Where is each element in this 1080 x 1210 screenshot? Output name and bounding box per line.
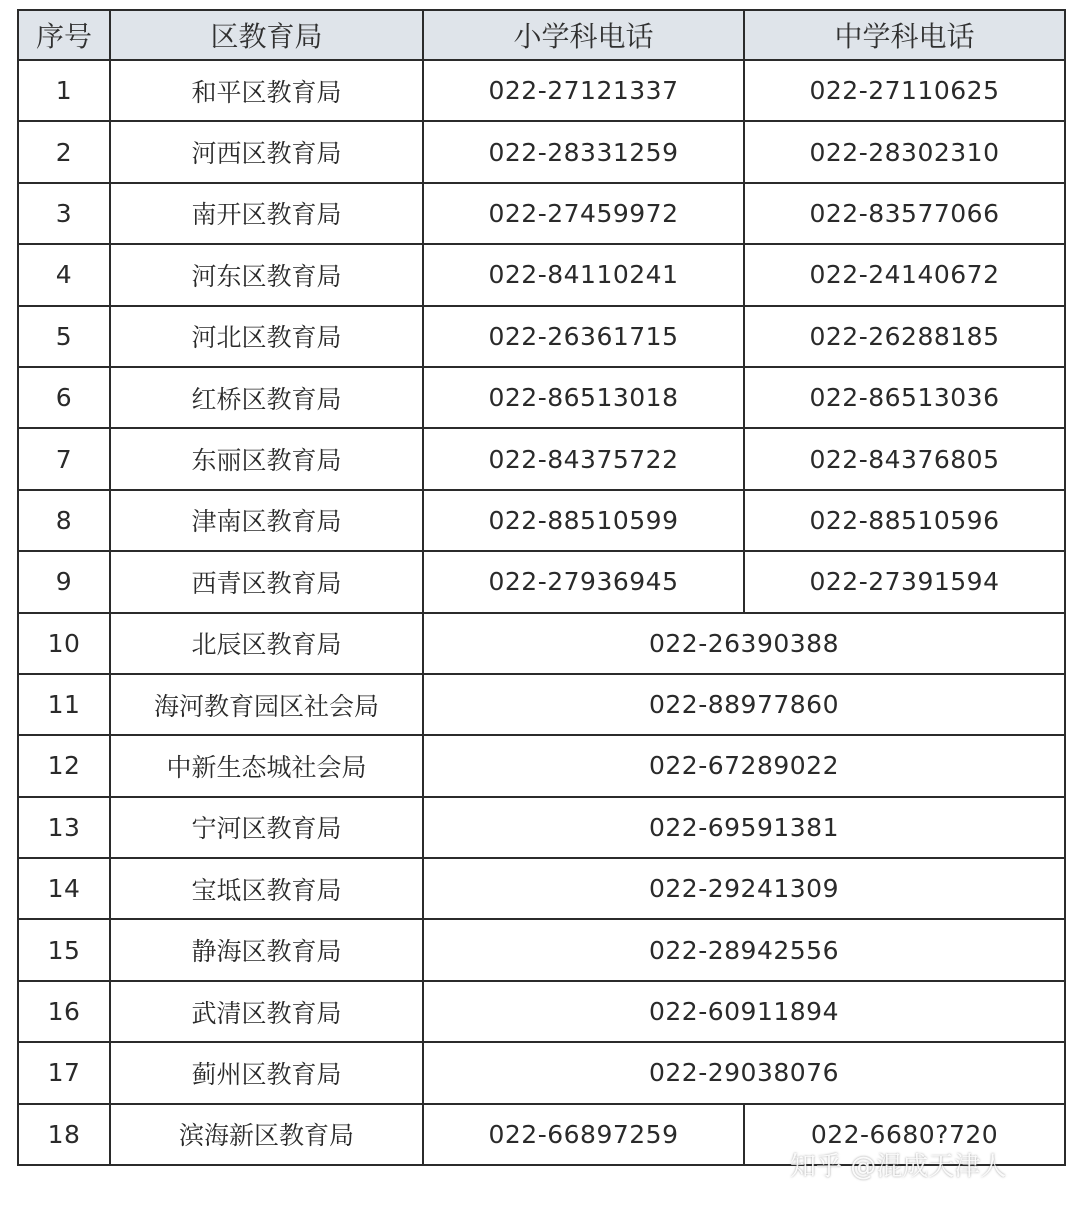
row-number: 17 [18,1042,110,1103]
middle-phone: 022-28302310 [744,121,1065,182]
bureau-name: 西青区教育局 [110,551,423,612]
bureau-name: 蓟州区教育局 [110,1042,423,1103]
row-number: 12 [18,735,110,796]
table-row [18,121,1065,182]
bureau-name: 武清区教育局 [110,981,423,1042]
shared-phone: 022-29241309 [423,858,1065,919]
table-row [18,244,1065,305]
row-number: 5 [18,306,110,367]
bureau-name: 中新生态城社会局 [110,735,423,796]
primary-phone: 022-27121337 [423,60,744,121]
shared-phone: 022-60911894 [423,981,1065,1042]
primary-phone: 022-27936945 [423,551,744,612]
header-no: 序号 [18,10,110,60]
primary-phone: 022-26361715 [423,306,744,367]
primary-phone: 022-66897259 [423,1104,744,1165]
table-row [18,735,1065,796]
table-row [18,1042,1065,1103]
row-number: 2 [18,121,110,182]
primary-phone: 022-84110241 [423,244,744,305]
middle-phone: 022-88510596 [744,490,1065,551]
row-number: 13 [18,797,110,858]
table-row [18,60,1065,121]
education-bureau-phone-table [17,9,1066,1166]
table-row [18,613,1065,674]
table-body [18,60,1065,1165]
row-number: 15 [18,919,110,980]
bureau-name: 东丽区教育局 [110,428,423,489]
bureau-name: 红桥区教育局 [110,367,423,428]
primary-phone: 022-84375722 [423,428,744,489]
header-row [18,10,1065,60]
row-number: 8 [18,490,110,551]
row-number: 6 [18,367,110,428]
middle-phone: 022-27391594 [744,551,1065,612]
bureau-name: 河西区教育局 [110,121,423,182]
middle-phone: 022-26288185 [744,306,1065,367]
row-number: 3 [18,183,110,244]
primary-phone: 022-28331259 [423,121,744,182]
primary-phone: 022-27459972 [423,183,744,244]
primary-phone: 022-88510599 [423,490,744,551]
row-number: 4 [18,244,110,305]
bureau-name: 津南区教育局 [110,490,423,551]
middle-phone: 022-84376805 [744,428,1065,489]
bureau-name: 河北区教育局 [110,306,423,367]
table-row [18,183,1065,244]
bureau-name: 海河教育园区社会局 [110,674,423,735]
header-bureau: 区教育局 [110,10,423,60]
bureau-name: 河东区教育局 [110,244,423,305]
primary-phone: 022-86513018 [423,367,744,428]
shared-phone: 022-69591381 [423,797,1065,858]
table-row [18,919,1065,980]
row-number: 7 [18,428,110,489]
table-row [18,367,1065,428]
middle-phone: 022-24140672 [744,244,1065,305]
header-primary-phone: 小学科电话 [423,10,744,60]
bureau-name: 静海区教育局 [110,919,423,980]
bureau-name: 宁河区教育局 [110,797,423,858]
row-number: 18 [18,1104,110,1165]
row-number: 9 [18,551,110,612]
shared-phone: 022-88977860 [423,674,1065,735]
shared-phone: 022-67289022 [423,735,1065,796]
bureau-name: 宝坻区教育局 [110,858,423,919]
table-row [18,981,1065,1042]
row-number: 1 [18,60,110,121]
table-row [18,797,1065,858]
row-number: 11 [18,674,110,735]
watermark: 知乎 @混成天津人 [790,1152,1007,1182]
shared-phone: 022-28942556 [423,919,1065,980]
row-number: 10 [18,613,110,674]
middle-phone: 022-6680?720 [744,1104,1065,1165]
shared-phone: 022-29038076 [423,1042,1065,1103]
table-row [18,674,1065,735]
middle-phone: 022-83577066 [744,183,1065,244]
middle-phone: 022-86513036 [744,367,1065,428]
bureau-name: 和平区教育局 [110,60,423,121]
bureau-name: 北辰区教育局 [110,613,423,674]
bureau-name: 南开区教育局 [110,183,423,244]
header-middle-phone: 中学科电话 [744,10,1065,60]
table-row [18,428,1065,489]
table-row [18,306,1065,367]
middle-phone: 022-27110625 [744,60,1065,121]
row-number: 16 [18,981,110,1042]
table-row [18,551,1065,612]
row-number: 14 [18,858,110,919]
table-row [18,490,1065,551]
shared-phone: 022-26390388 [423,613,1065,674]
bureau-name: 滨海新区教育局 [110,1104,423,1165]
table-row [18,858,1065,919]
